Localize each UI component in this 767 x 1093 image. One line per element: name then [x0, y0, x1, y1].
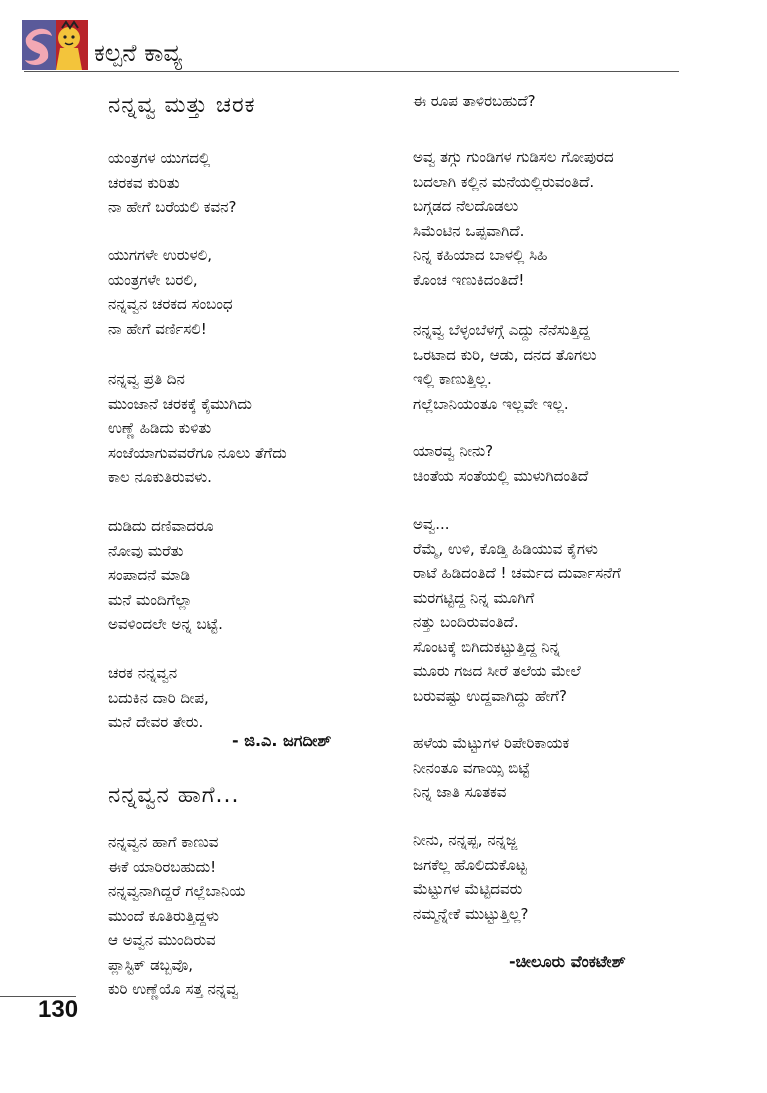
poem-stanza: [413, 145, 614, 292]
poem-line: ನಿನ್ನ ಜಾತಿ ಸೂತಕವ: [413, 783, 507, 801]
poem-line: ನಾ ಹೇಗೆ ವರ್ಣಿಸಲಿ!: [108, 319, 207, 338]
poem-title: ನನ್ನವ್ವನ ಹಾಗೆ...: [108, 783, 240, 808]
poem-stanza: [413, 828, 528, 926]
poem-line: ಜಗಕೆಲ್ಲ ಹೊಲಿದುಕೊಟ್ಟ: [413, 855, 527, 874]
poem-line: ಮರಗಟ್ಟಿದ್ದ ನಿನ್ನ ಮೂಗಿಗೆ: [413, 588, 535, 607]
poem-stanza: [413, 731, 569, 805]
poem-line: ಅವ್ವ ತಗ್ಗು ಗುಂಡಿಗಳ ಗುಡಿಸಲ ಗೋಪುರದ: [413, 148, 614, 166]
poem-line: ಸಂಪಾದನೆ ಮಾಡಿ: [108, 566, 190, 584]
poem-stanza: [108, 661, 209, 735]
poem-line: ನನ್ನವ್ವನ ಹಾಗೆ ಕಾಣುವ: [108, 833, 219, 851]
poem-line: ಬದುಕಿನ ದಾರಿ ದೀಪ,: [108, 688, 209, 707]
header-divider: [24, 71, 679, 72]
poem-stanza: [108, 830, 245, 1002]
poem-line: ಬದಲಾಗಿ ಕಲ್ಲಿನ ಮನೆಯಲ್ಲಿರುವಂತಿದೆ.: [413, 172, 595, 191]
poem-line: ನನ್ನವ್ವನ ಚರಕದ ಸಂಬಂಧ: [108, 295, 233, 313]
poem-title: ನನ್ನವ್ವ ಮತ್ತು ಚರಕ: [108, 93, 256, 118]
poem-line: ಒರಟಾದ ಕುರಿ, ಆಡು, ದನದ ತೊಗಲು: [413, 345, 597, 364]
poem-line: ರೆಮ್ಮೆ, ಉಳಿ, ಕೊಡ್ತಿ ಹಿಡಿಯುವ ಕೈಗಳು: [413, 539, 598, 558]
poem-stanza: [413, 512, 621, 708]
magazine-logo: [22, 20, 88, 70]
poem-line: ಗಲ್ಲೆಬಾನಿಯಂತೂ ಇಲ್ಲವೇ ಇಲ್ಲ.: [413, 394, 569, 413]
poem-line: ಚರಕ ನನ್ನವ್ವನ: [108, 664, 178, 682]
poem-line: ಹಳೆಯ ಮೆಟ್ಟುಗಳ ರಿಪೇರಿಕಾಯಕ: [413, 734, 570, 752]
poem-line: ಉಣ್ಣೆ ಹಿಡಿದು ಕುಳಿತು: [108, 419, 212, 437]
poem-stanza: [413, 318, 597, 416]
poem-line: ನಮ್ಮನ್ನೇಕೆ ಮುಟ್ಟುತ್ತಿಲ್ಲ?: [413, 904, 529, 923]
poem-line: ಆ ಅವ್ವನ ಮುಂದಿರುವ: [108, 931, 216, 949]
poem-line: ಕೊಂಚ ಇಣುಕಿದಂತಿದೆ!: [413, 270, 525, 289]
poem-line: ಬರುವಷ್ಟು ಉದ್ದವಾಗಿದ್ದು ಹೇಗೆ?: [413, 686, 567, 705]
poem-stanza: [108, 243, 233, 341]
poem-line: ಪ್ಲಾಸ್ಟಿಕ್ ಡಬ್ಬವೊ,: [108, 955, 194, 974]
poem-stanza: [108, 367, 287, 490]
poem-stanza: [108, 146, 236, 220]
poem-line: ಯಂತ್ರಗಳ ಯುಗದಲ್ಲಿ: [108, 149, 211, 167]
poem-line: ಸಂಜೆಯಾಗುವವರೆಗೂ ನೂಲು ತೆಗೆದು: [108, 443, 287, 462]
poem-line: ಕುರಿ ಉಣ್ಣೆಯೊ ಸತ್ತ ನನ್ನವ್ವ: [108, 980, 239, 998]
poem-line: ನನ್ನವ್ವ ಬೆಳ್ಳಂಬೆಳಗ್ಗೆ ಎದ್ದು ನೆನೆಸುತ್ತಿದ್ದ: [413, 321, 590, 339]
poem-line: ನೀನಂತೂ ವಗಾಯ್ಸಿ ಬಿಟ್ಟೆ: [413, 758, 530, 777]
poem-line: ಈ ರೂಪ ತಾಳಿರಬಹುದೆ?: [413, 92, 536, 110]
poem-line: ಮುಂಜಾನೆ ಚರಕಕ್ಕೆ ಕೈಮುಗಿದು: [108, 394, 252, 413]
poem-line: ಮುಂದೆ ಕೂತಿರುತ್ತಿದ್ದಳು: [108, 906, 219, 925]
poem-line: ಅವ್ವ...: [413, 515, 450, 533]
poem-author: - ಜಿ.ಎ. ಜಗದೀಶ್: [232, 731, 332, 750]
poem-line: ನತ್ತು ಬಂದಿರುವಂತಿದೆ.: [413, 613, 519, 631]
poem-line: ನೀನು, ನನ್ನಪ್ಪ, ನನ್ನಜ್ಜ: [413, 831, 518, 849]
poem-line: ಯಂತ್ರಗಳೇ ಬರಲಿ,: [108, 270, 198, 289]
poem-line: ಕಾಲ ನೂಕುತಿರುವಳು.: [108, 468, 212, 486]
poem-line: ದುಡಿದು ದಣಿವಾದರೂ: [108, 517, 214, 535]
poem-line: ಮೂರು ಗಜದ ಸೀರೆ ತಲೆಯ ಮೇಲೆ: [413, 662, 581, 680]
poem-line: ಮನೆ ದೇವರ ತೇರು.: [108, 713, 204, 731]
poem-line: ಬಗ್ಗಡದ ನೆಲದೊಡಲು: [413, 197, 519, 215]
page-number: 130: [38, 996, 79, 1023]
poem-line: ಸೊಂಟಕ್ಕೆ ಬಿಗಿದುಕಟ್ಟುತ್ತಿದ್ದ ನಿನ್ನ: [413, 637, 561, 656]
poem-line: ಚರಕವ ಕುರಿತು: [108, 173, 180, 192]
poem-line: ಯುಗಗಳೇ ಉರುಳಲಿ,: [108, 246, 212, 264]
poem-line: ಸಿಮೆಂಟಿನ ಒಪ್ಪವಾಗಿದೆ.: [413, 221, 525, 240]
poem-line: ಚಿಂತೆಯ ಸಂತೆಯಲ್ಲಿ ಮುಳುಗಿದಂತಿದೆ: [413, 466, 589, 485]
poem-line: ಯಾರವ್ವ ನೀನು?: [413, 442, 494, 460]
poem-line: ಈಕೆ ಯಾರಿರಬಹುದು!: [108, 857, 217, 876]
poem-line: ಮೆಟ್ಟುಗಳ ಮೆಟ್ಟಿದವರು: [413, 880, 523, 898]
poem-line: ನೋವು ಮರೆತು: [108, 541, 184, 560]
poem-line: ನನ್ನವ್ವ ಪ್ರತಿ ದಿನ: [108, 370, 185, 388]
poem-line: ನನ್ನವ್ವನಾಗಿದ್ದರೆ ಗಲ್ಲೆಬಾನಿಯ: [108, 882, 246, 900]
poem-line: ಮನೆ ಮಂದಿಗೆಲ್ಲಾ: [108, 590, 193, 609]
poem-stanza: [108, 514, 223, 637]
poem-line: ನಾ ಹೇಗೆ ಬರೆಯಲಿ ಕವನ?: [108, 198, 237, 216]
section-title: ಕಲ್ಪನೆ ಕಾವ್ಯ: [94, 39, 183, 67]
poem-line: ಇಲ್ಲಿ ಕಾಣುತ್ತಿಲ್ಲ.: [413, 370, 492, 388]
poem-stanza: [413, 439, 588, 488]
poem-line: ರಾಟೆ ಹಿಡಿದಂತಿದೆ ! ಚರ್ಮದ ದುರ್ವಾಸನೆಗೆ: [413, 564, 621, 582]
poem-line: ನಿನ್ನ ಕಹಿಯಾದ ಬಾಳಲ್ಲಿ ಸಿಹಿ: [413, 246, 548, 264]
poem-author: -ಚೀಲೂರು ವೆಂಕಟೇಶ್: [509, 952, 626, 971]
poem-line: ಅವಳಿಂದಲೇ ಅನ್ನ ಬಟ್ಟೆ.: [108, 615, 223, 633]
